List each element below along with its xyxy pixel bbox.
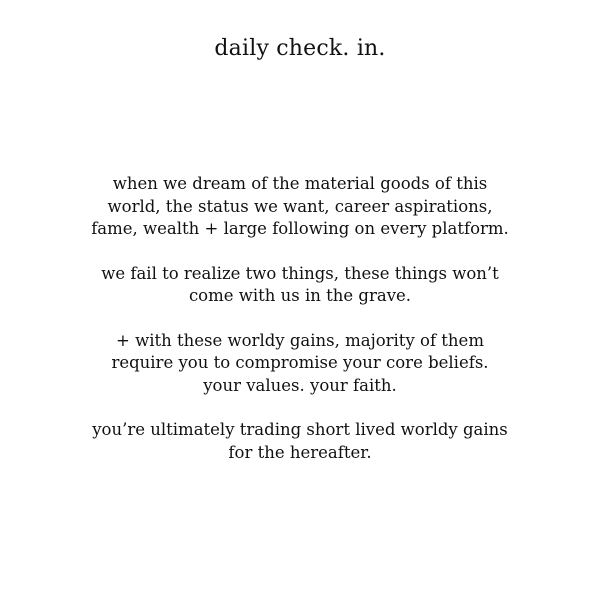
paragraph-two-things — [40, 263, 560, 308]
post-title: daily check. in. — [214, 36, 386, 61]
post-body — [40, 173, 560, 486]
paragraph-compromise — [40, 330, 560, 398]
text-line: you’re ultimately trading short lived worldy gains — [92, 420, 508, 439]
text-line: for the hereafter. — [228, 442, 372, 462]
paragraph-material-goods — [40, 173, 560, 241]
text-line: come with us in the grave. — [188, 286, 412, 305]
text-line: your values. your faith. — [203, 375, 397, 395]
text-line: we fail to realize two things, these things won’t — [101, 263, 499, 283]
text-line: when we dream of the material goods of this — [112, 174, 488, 193]
text-line: world, the status we want, career aspirations, — [107, 196, 493, 216]
text-line: require you to compromise your core beliefs. — [111, 353, 489, 372]
text-line: fame, wealth + large following on every platform. — [91, 219, 509, 238]
paragraph-hereafter — [40, 419, 560, 464]
text-line: + with these worldy gains, majority of them — [116, 330, 484, 350]
